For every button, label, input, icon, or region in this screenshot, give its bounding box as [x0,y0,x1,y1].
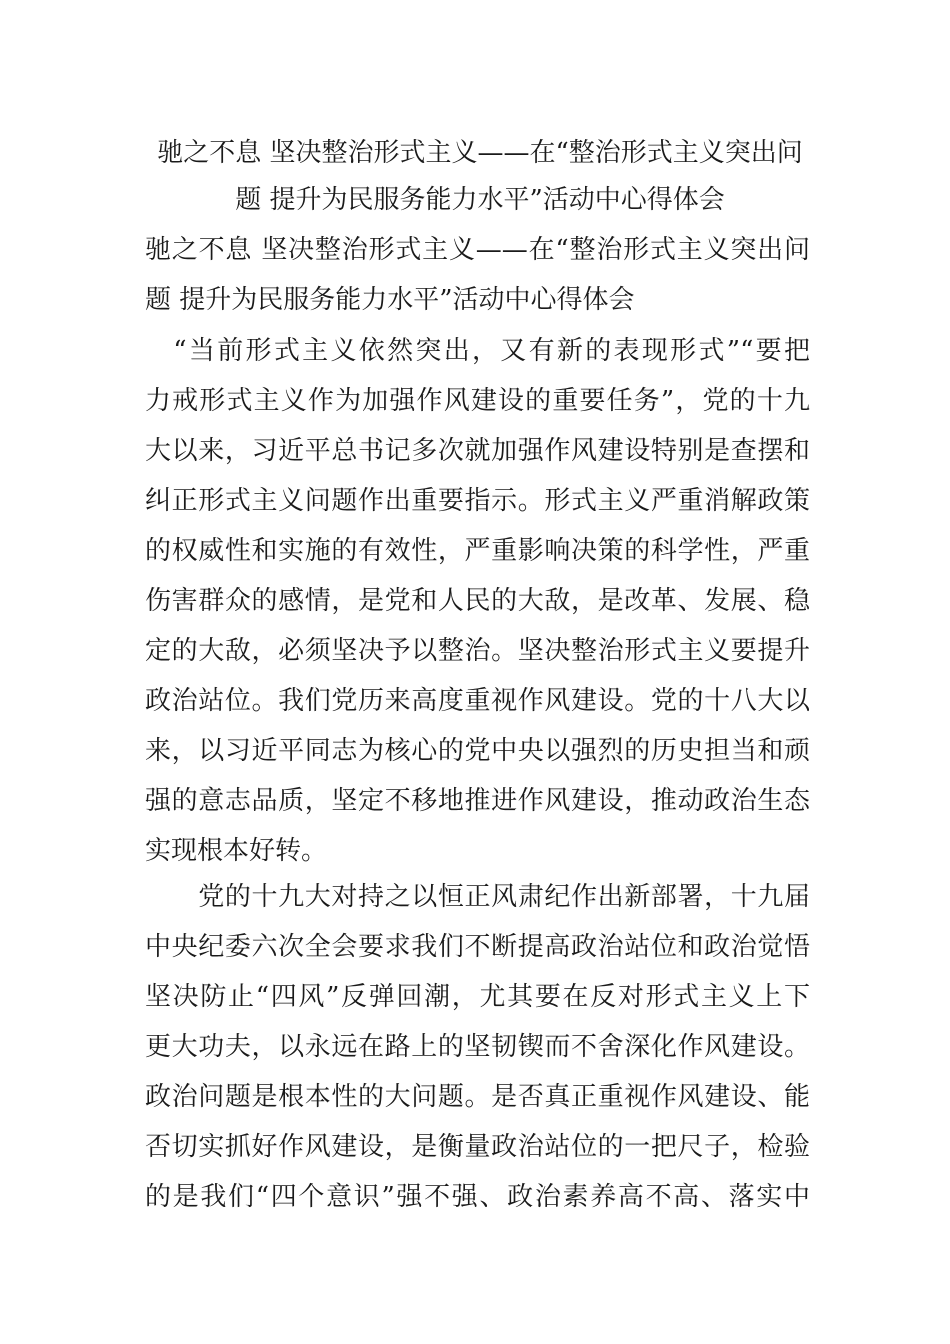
paragraph-2-line-7: 的是我们“四个意识”强不强、政治素养高不高、落实中 [145,1182,810,1212]
paragraph-1-line-4: 纠正形式主义问题作出重要指示。形式主义严重消解政策 [145,486,810,516]
paragraph-1-line-5: 的权威性和实施的有效性，严重影响决策的科学性，严重 [145,536,810,566]
paragraph-2-line-4: 更大功夫，以永远在路上的坚韧锲而不舍深化作风建设。 [145,1032,810,1062]
paragraph-2-line-3: 坚决防止“四风”反弹回潮，尤其要在反对形式主义上下 [145,982,810,1012]
paragraph-1-line-9: 来，以习近平同志为核心的党中央以强烈的历史担当和顽 [145,736,810,766]
paragraph-2-line-1: 党的十九大对持之以恒正风肃纪作出新部署，十九届 [145,882,810,912]
title-line-1: 驰之不息 坚决整治形式主义——在“整治形式主义突出问 [157,138,803,168]
paragraph-1-line-6: 伤害群众的感情，是党和人民的大敌，是改革、发展、稳 [145,586,810,616]
paragraph-1-line-8: 政治站位。我们党历来高度重视作风建设。党的十八大以 [145,686,810,716]
paragraph-2-line-6: 否切实抓好作风建设，是衡量政治站位的一把尺子，检验 [145,1132,810,1162]
paragraph-2-line-5: 政治问题是根本性的大问题。是否真正重视作风建设、能 [145,1082,810,1112]
title-line-2: 题 提升为民服务能力水平”活动中心得体会 [235,185,725,215]
paragraph-1-line-3: 大以来，习近平总书记多次就加强作风建设特别是查摆和 [145,436,810,466]
paragraph-1-line-2: 力戒形式主义作为加强作风建设的重要任务”，党的十九 [145,386,810,416]
paragraph-1-line-7: 定的大敌，必须坚决予以整治。坚决整治形式主义要提升 [145,636,810,666]
paragraph-1-line-11: 实现根本好转。 [145,836,328,866]
paragraph-2-line-2: 中央纪委六次全会要求我们不断提高政治站位和政治觉悟 [145,932,810,962]
paragraph-1-line-1: “当前形式主义依然突出，又有新的表现形式”“要把 [145,336,810,366]
subtitle-line-2: 题 提升为民服务能力水平”活动中心得体会 [145,285,635,315]
paragraph-1-line-10: 强的意志品质，坚定不移地推进作风建设，推动政治生态 [145,786,810,816]
subtitle-line-1: 驰之不息 坚决整治形式主义——在“整治形式主义突出问 [145,235,810,265]
